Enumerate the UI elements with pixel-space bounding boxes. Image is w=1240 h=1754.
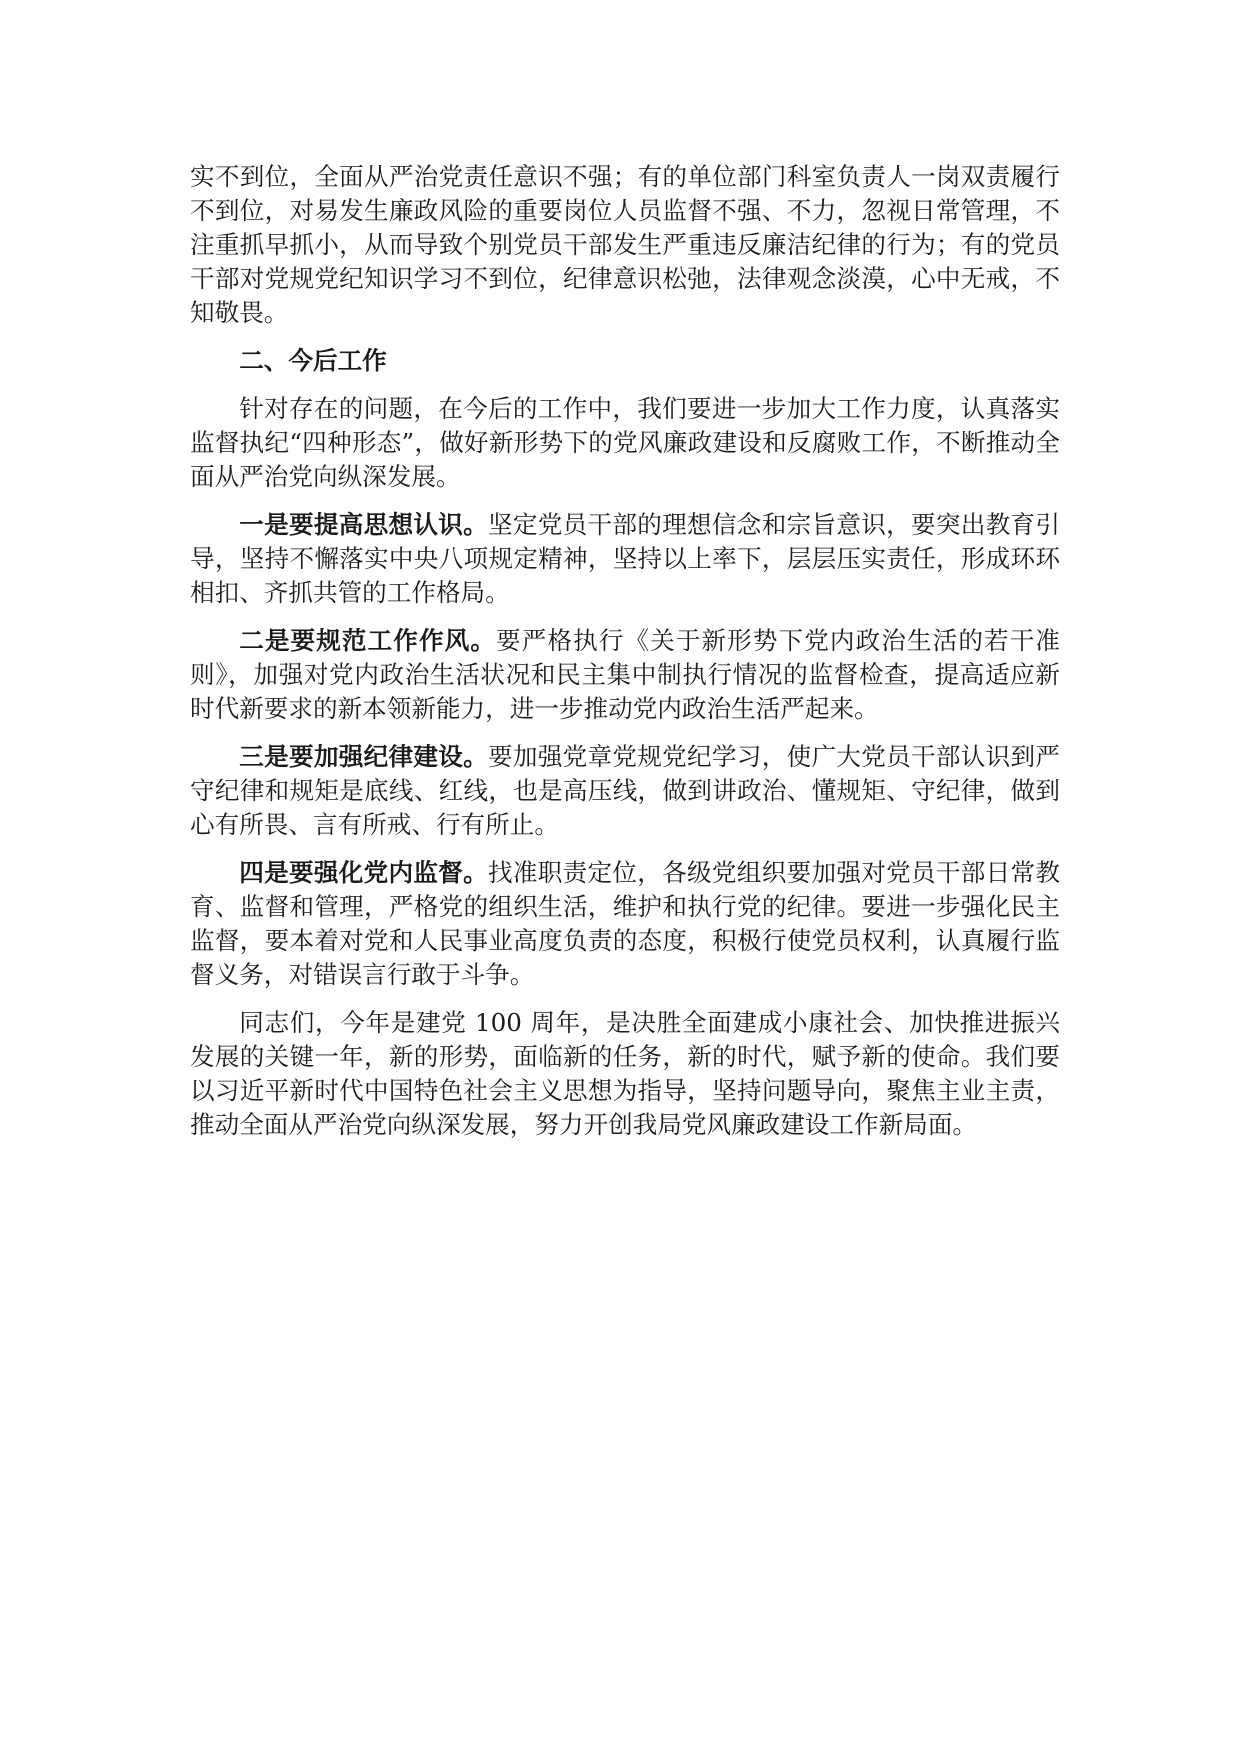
paragraph-closing: 同志们，今年是建党 100 周年，是决胜全面建成小康社会、加快推进振兴发展的关键一年，新的形势，面临新的任务，新的时代，赋予新的使命。我们要以习近平新时代中国特色社会主义思想为指导，坚持问题导向，聚焦主业主责，推动全面从严治党向纵深发展，努力开创我局党风廉政建设工作新局面。 [190, 1008, 1060, 1139]
document-body [190, 160, 1060, 1156]
point-4-text: 找准职责定位，各级党组织要加强对党员干部日常教育、监督和管理，严格党的组织生活，维护和执行党的纪律。要进一步强化民主监督，要本着对党和人民事业高度负责的态度，积极行使党员权利，认真履行监督义务，对错误言行敢于斗争。 [190, 858, 1060, 989]
point-2-lead: 二是要规范工作作风。 [239, 626, 497, 655]
paragraph-intro: 针对存在的问题，在今后的工作中，我们要进一步加大工作力度，认真落实监督执纪“四种形态”，做好新形势下的党风廉政建设和反腐败工作，不断推动全面从严治党向纵深发展。 [190, 394, 1060, 491]
point-4-lead: 四是要强化党内监督。 [239, 858, 488, 887]
point-3-lead: 三是要加强纪律建设。 [239, 742, 488, 771]
point-1-text: 坚定党员干部的理想信念和宗旨意识，要突出教育引导，坚持不懈落实中央八项规定精神，坚持以上率下，层层压实责任，形成环环相扣、齐抓共管的工作格局。 [190, 510, 1060, 607]
paragraph-point-2 [190, 624, 1060, 726]
paragraph-point-3 [190, 740, 1060, 842]
point-2-text: 要严格执行《关于新形势下党内政治生活的若干准则》，加强对党内政治生活状况和民主集中制执行情况的监督检查，提高适应新时代新要求的新本领新能力，进一步推动党内政治生活严起来。 [190, 626, 1060, 723]
point-3-text: 要加强党章党规党纪学习，使广大党员干部认识到严守纪律和规矩是底线、红线，也是高压线，做到讲政治、懂规矩、守纪律，做到心有所畏、言有所戒、行有所止。 [190, 742, 1060, 839]
section-heading: 二、今后工作 [239, 346, 387, 375]
point-1-lead: 一是要提高思想认识。 [239, 510, 488, 539]
paragraph-point-4 [190, 856, 1060, 992]
paragraph-point-1 [190, 508, 1060, 610]
paragraph-continuation: 实不到位，全面从严治党责任意识不强；有的单位部门科室负责人一岗双责履行不到位，对易发生廉政风险的重要岗位人员监督不强、不力，忽视日常管理，不注重抓早抓小，从而导致个别党员干部发生严重违反廉洁纪律的行为；有的党员干部对党规党纪知识学习不到位，纪律意识松弛，法律观念淡漠，心中无戒，不知敬畏。 [190, 162, 1060, 327]
